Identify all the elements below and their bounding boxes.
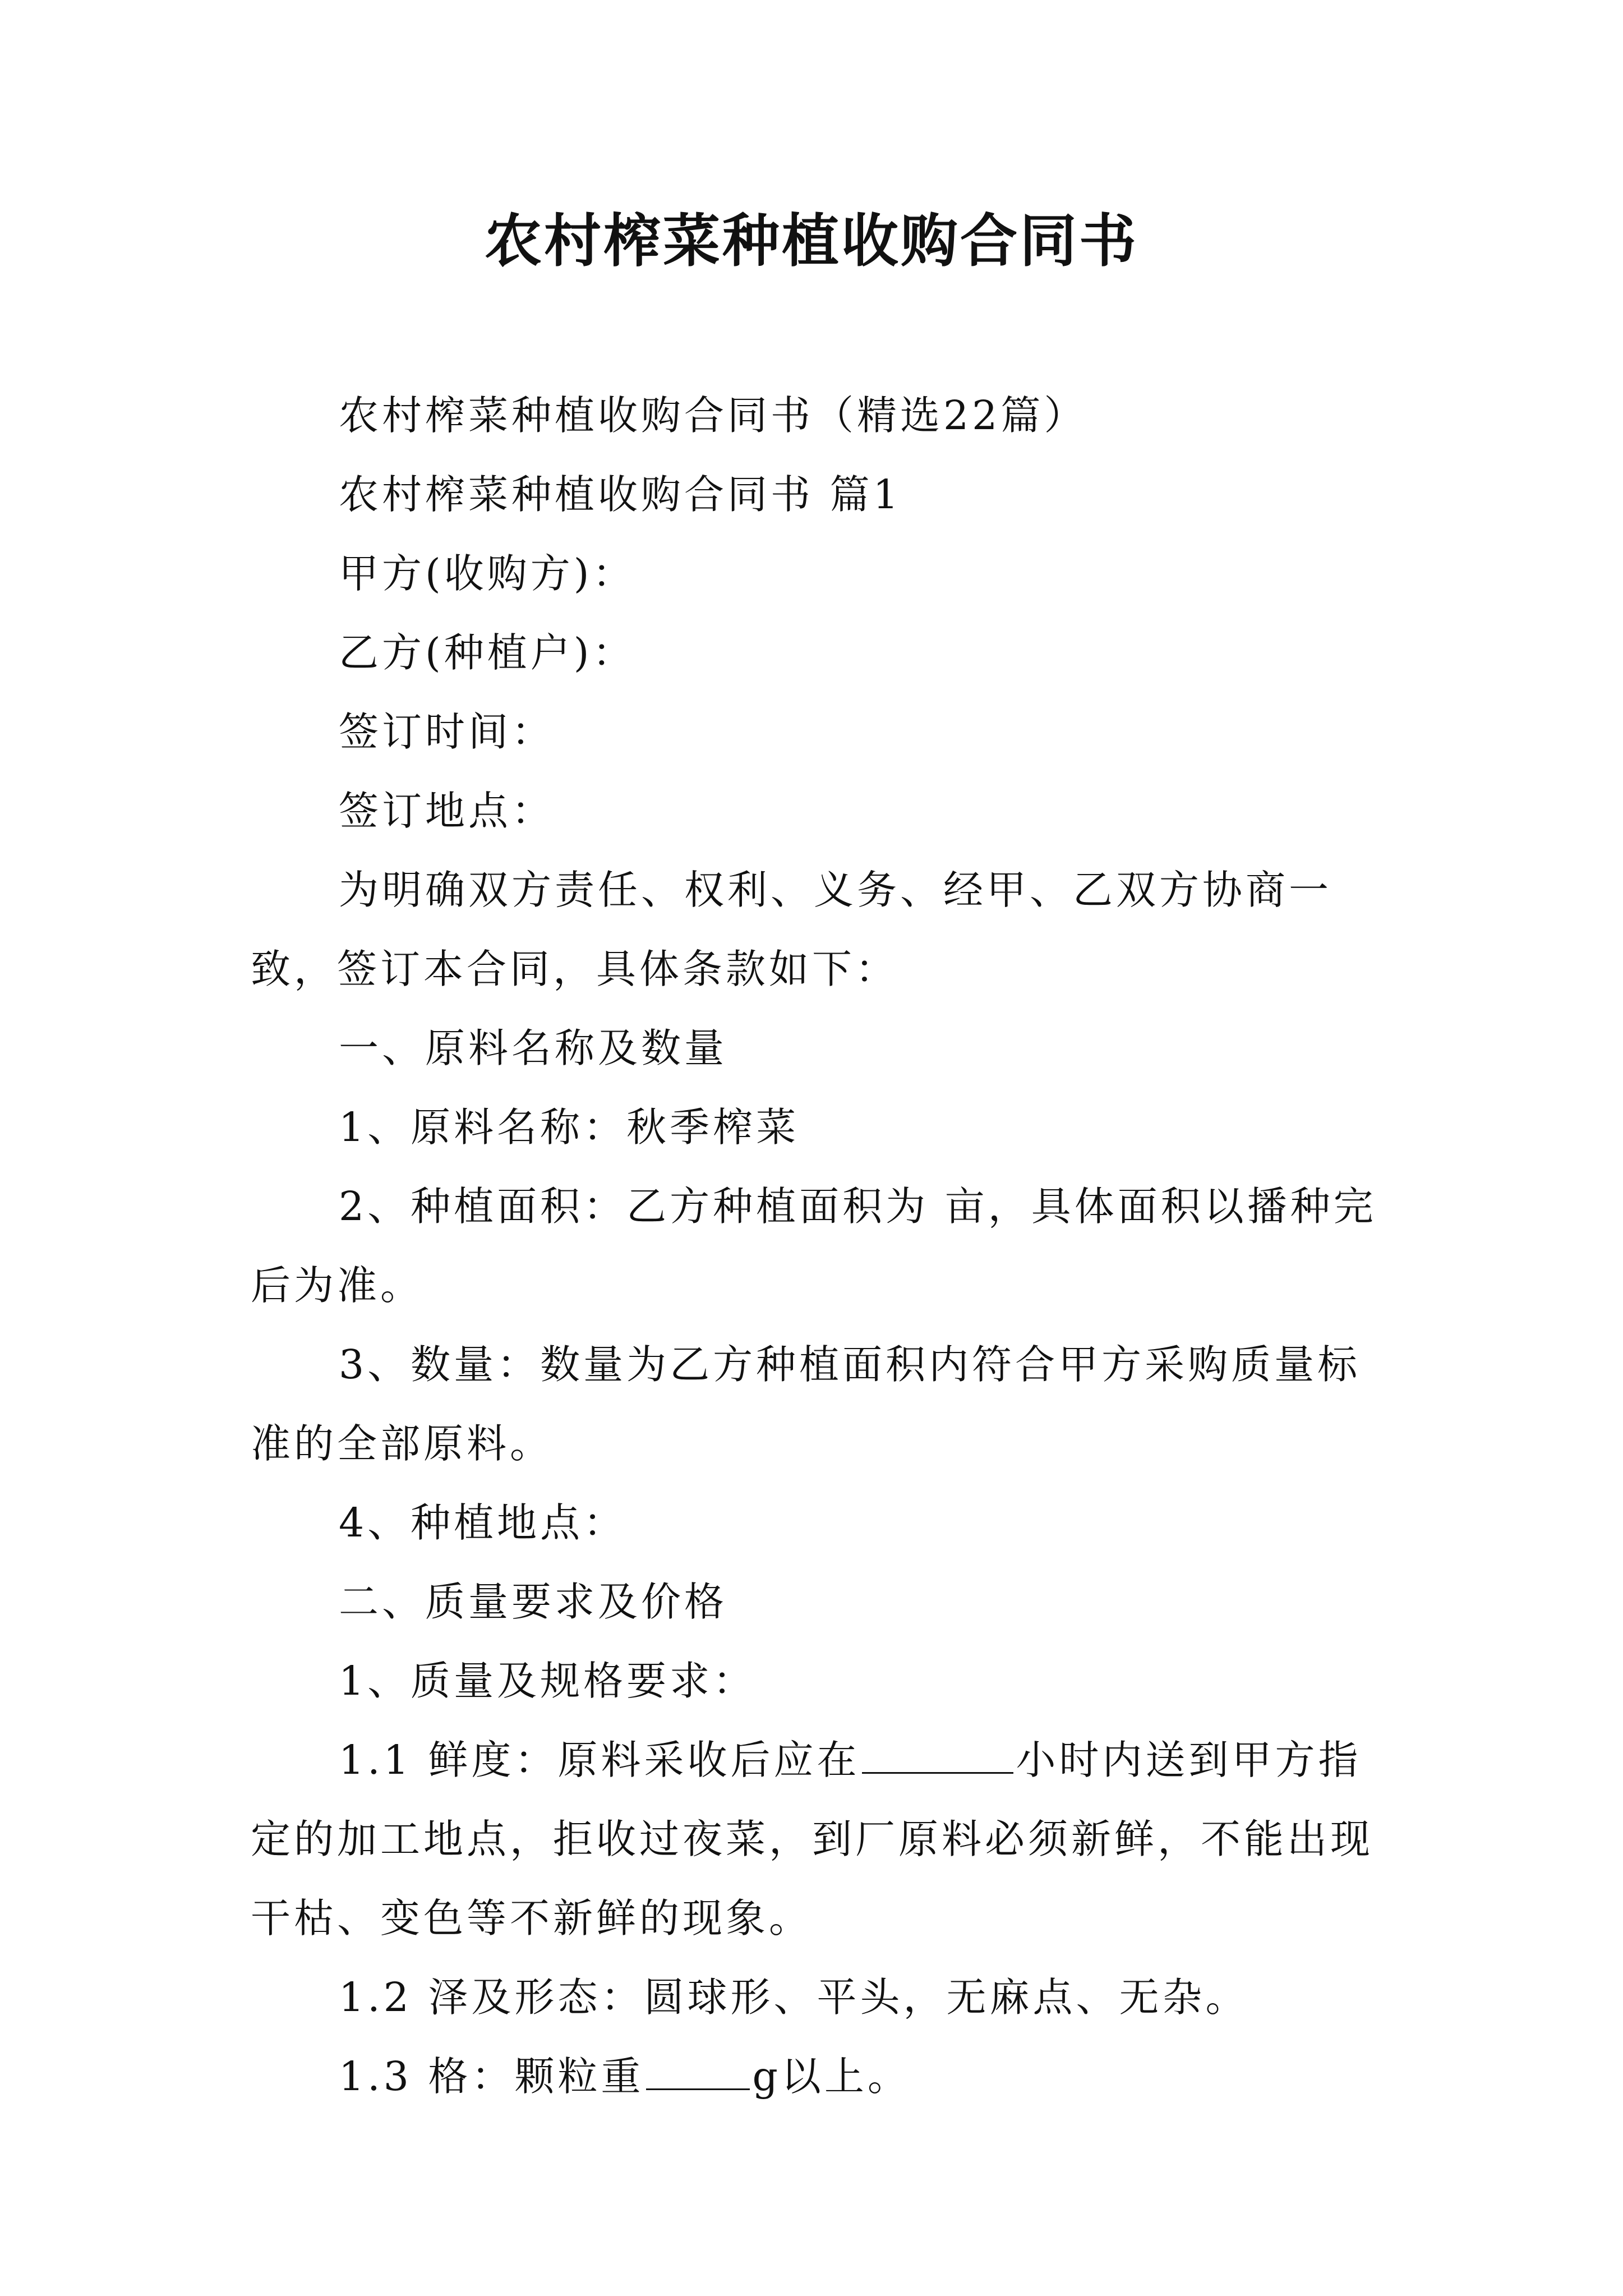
- paragraph-item-quantity: 3、数量：数量为乙方种植面积内符合甲方采购质量标准的全部原料。: [251, 1341, 1361, 1467]
- paragraph-sign-time: 签订时间：: [339, 708, 555, 755]
- paragraph-subtitle: 农村榨菜种植收购合同书（精选22篇）: [339, 392, 1087, 439]
- paragraph-freshness: [251, 1720, 1392, 1958]
- document-title: 农村榨菜种植收购合同书: [485, 208, 1138, 275]
- paragraph-shape: 1.2 泽及形态：圆球形、平头，无麻点、无杂。: [339, 1974, 1249, 2021]
- freshness-text-after: 小时内送到甲方指定的加工地点，拒收过夜菜，到厂原料必须新鲜，不能出现干枯、变色等不新鲜的现象。: [251, 1737, 1374, 1941]
- paragraph-grade: [251, 2037, 1392, 2116]
- grade-text-after: g以上。: [752, 2053, 911, 2100]
- paragraph-quality-requirements: 1、质量及规格要求：: [339, 1658, 757, 1704]
- hours-blank-line: [862, 1737, 1013, 1774]
- document-body: [251, 376, 1392, 2116]
- paragraph-party-b: 乙方(种植户)：: [339, 629, 636, 676]
- weight-blank-line: [646, 2054, 750, 2090]
- freshness-text-before: 1.1 鲜度：原料采收后应在: [339, 1737, 860, 1783]
- paragraph-heading-2: 二、质量要求及价格: [339, 1579, 728, 1625]
- paragraph-item-name: 1、原料名称：秋季榨菜: [339, 1104, 800, 1151]
- paragraph-preamble: 为明确双方责任、权利、义务、经甲、乙双方协商一致，签订本合同，具体条款如下：: [251, 867, 1332, 992]
- paragraph-heading-1: 一、原料名称及数量: [339, 1025, 728, 1071]
- paragraph-item-area: 2、种植面积：乙方种植面积为 亩，具体面积以播种完后为准。: [251, 1183, 1377, 1309]
- paragraph-party-a: 甲方(收购方)：: [339, 550, 636, 597]
- paragraph-sign-place: 签订地点：: [339, 788, 555, 834]
- paragraph-section-heading: 农村榨菜种植收购合同书 篇1: [339, 471, 902, 518]
- paragraph-item-location: 4、种植地点：: [339, 1499, 627, 1546]
- grade-text-before: 1.3 格：颗粒重: [339, 2053, 644, 2100]
